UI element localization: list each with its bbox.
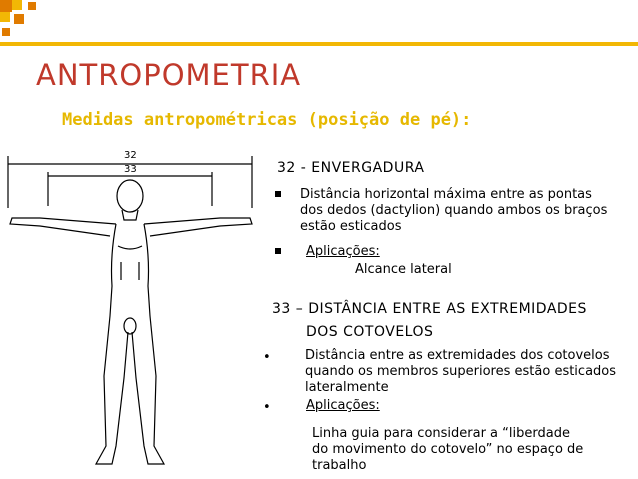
bullet-dot: • bbox=[263, 350, 271, 365]
accent-square-6 bbox=[2, 28, 10, 36]
bullet1-line: estão esticados bbox=[300, 219, 402, 234]
human-figure-illustration bbox=[0, 146, 262, 476]
section-33-bullet1 bbox=[305, 348, 635, 396]
bullet-square bbox=[275, 191, 281, 197]
section-32-bullet1 bbox=[300, 187, 630, 235]
bullet1-line: Distância horizontal máxima entre as pontas bbox=[300, 187, 592, 202]
accent-bar bbox=[0, 42, 638, 46]
applications-line: do movimento do cotovelo” no espaço de trabalho bbox=[312, 442, 584, 473]
bullet-dot: • bbox=[263, 400, 271, 415]
section-33-heading-line1: 33 – DISTÂNCIA ENTRE AS EXTREMIDADES bbox=[272, 301, 587, 317]
accent-square-3 bbox=[0, 12, 10, 22]
bullet-square bbox=[275, 248, 281, 254]
figure-label-32: 32 bbox=[124, 150, 137, 161]
page-subtitle: Medidas antropométricas (posição de pé): bbox=[62, 110, 472, 130]
applications-line: Linha guia para considerar a “liberdade bbox=[312, 426, 570, 441]
section-32-title: - ENVERGADURA bbox=[300, 160, 425, 176]
accent-square-2 bbox=[12, 0, 22, 10]
bullet1-line: lateralmente bbox=[305, 380, 389, 395]
accent-square-4 bbox=[14, 14, 24, 24]
section-32-applications-value: Alcance lateral bbox=[355, 262, 452, 277]
section-33-applications-value bbox=[312, 426, 632, 474]
accent-square-5 bbox=[28, 2, 36, 10]
section-32-applications-label: Aplicações: bbox=[306, 244, 380, 259]
accent-square-1 bbox=[0, 0, 12, 12]
section-32-heading bbox=[277, 160, 424, 176]
figure-label-33: 33 bbox=[124, 164, 137, 175]
bullet1-line: dos dedos (dactylion) quando ambos os braços bbox=[300, 203, 608, 218]
section-33-heading-line2: DOS COTOVELOS bbox=[306, 324, 434, 340]
section-32-number: 32 bbox=[277, 160, 296, 176]
section-33-applications-label: Aplicações: bbox=[306, 398, 380, 413]
page-title: ANTROPOMETRIA bbox=[36, 58, 302, 92]
bullet1-line: quando os membros superiores estão esticados bbox=[305, 364, 617, 379]
bullet1-line: Distância entre as extremidades dos cotovelos bbox=[305, 348, 610, 363]
